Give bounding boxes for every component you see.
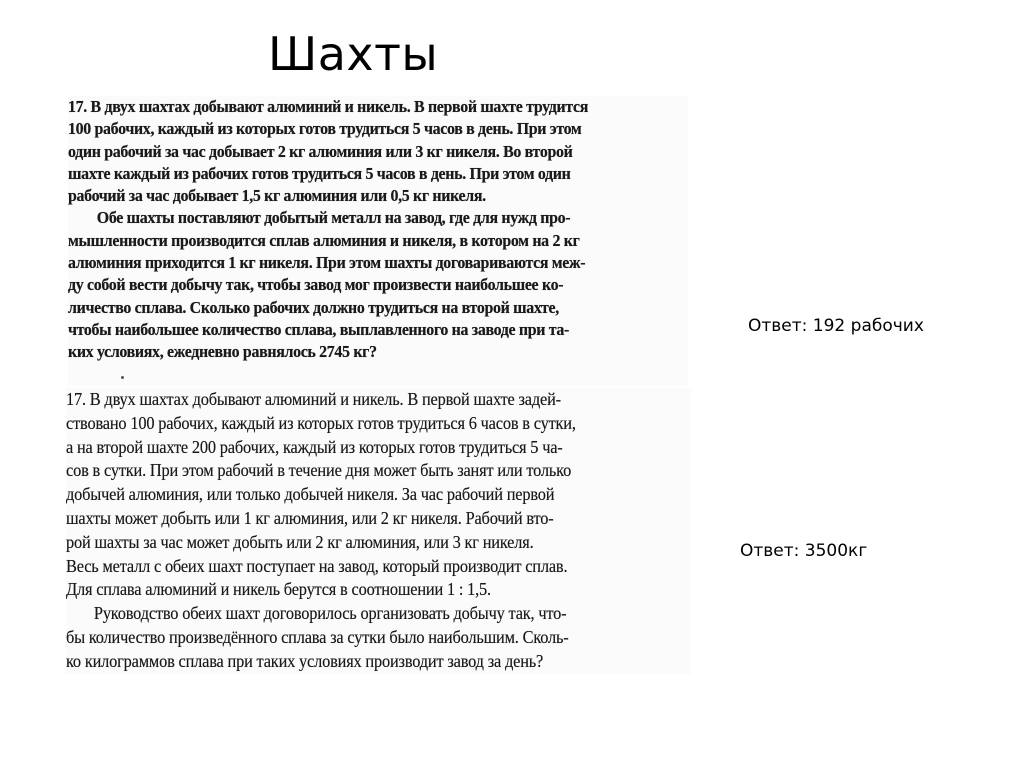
problem-1-line: алюминия приходится 1 кг никеля. При этом шахты договариваются меж- xyxy=(68,253,586,273)
problem-1-line: 17. В двух шахтах добывают алюминий и никель. В первой шахте трудится xyxy=(68,97,589,116)
problem-2-scan xyxy=(66,388,691,674)
problem-1-answer: Ответ: 192 рабочих xyxy=(748,316,924,336)
problem-2-line: 17. В двух шахтах добывают алюминий и никель. В первой шахте задей- xyxy=(66,389,561,409)
slide-title: Шахты xyxy=(268,27,439,81)
problem-1-line: личество сплава. Сколько рабочих должно трудиться на второй шахте, xyxy=(68,297,559,317)
problem-1-line: шахте каждый из рабочих готов трудиться 5 часов в день. При этом один xyxy=(68,163,571,183)
problem-2-line: Руководство обеих шахт договорилось организовать добычу так, что- xyxy=(93,603,567,624)
problem-1-line: один рабочий за час добывает 2 кг алюминия или 3 кг никеля. Во второй xyxy=(68,141,573,161)
problem-1-line: рабочий за час добывает 1,5 кг алюминия или 0,5 кг никеля. xyxy=(68,186,486,206)
problem-2-line: ствовано 100 рабочих, каждый из которых готов трудиться 6 часов в сутки, xyxy=(66,412,576,433)
problem-1-line: ких условиях, ежедневно равнялось 2745 кг? xyxy=(68,342,377,362)
problem-2-line: а на второй шахте 200 рабочих, каждый из которых готов трудиться 5 ча- xyxy=(66,436,563,457)
problem-2-line: ко килограммов сплава при таких условиях производит завод за день? xyxy=(66,650,544,671)
problem-2-line: шахты может добыть или 1 кг алюминия, или 2 кг никеля. Рабочий вто- xyxy=(66,507,554,528)
problem-1-line: 100 рабочих, каждый из которых готов трудиться 5 часов в день. При этом xyxy=(68,119,582,139)
problem-1-line: чтобы наибольшее количество сплава, выплавленного на заводе при та- xyxy=(68,319,570,339)
problem-2-line: добычей алюминия, или только добычей никеля. За час рабочий первой xyxy=(66,484,555,505)
problem-1-line: Обе шахты поставляют добытый металл на завод, где для нужд про- xyxy=(96,208,571,228)
problem-1-line: ду собой вести добычу так, чтобы завод мог произвести наибольшее ко- xyxy=(68,275,564,295)
problem-1-line: мышленности производится сплав алюминия и никеля, в котором на 2 кг xyxy=(68,230,580,250)
problem-2-answer: Ответ: 3500кг xyxy=(740,541,868,561)
problem-2-line: рой шахты за час может добыть или 2 кг алюминия, или 3 кг никеля. xyxy=(66,531,534,552)
problem-1-scan xyxy=(68,96,688,386)
problem-2-line: Для сплава алюминий и никель берутся в соотношении 1 : 1,5. xyxy=(66,579,491,600)
problem-2-line: бы количество произведённого сплава за сутки было наибольшим. Сколь- xyxy=(66,626,569,647)
scan-artifact-dot xyxy=(121,376,124,379)
problem-2-line: Весь металл с обеих шахт поступает на завод, который производит сплав. xyxy=(66,555,568,576)
problem-2-line: сов в сутки. При этом рабочий в течение дня может быть занят или только xyxy=(66,460,572,481)
